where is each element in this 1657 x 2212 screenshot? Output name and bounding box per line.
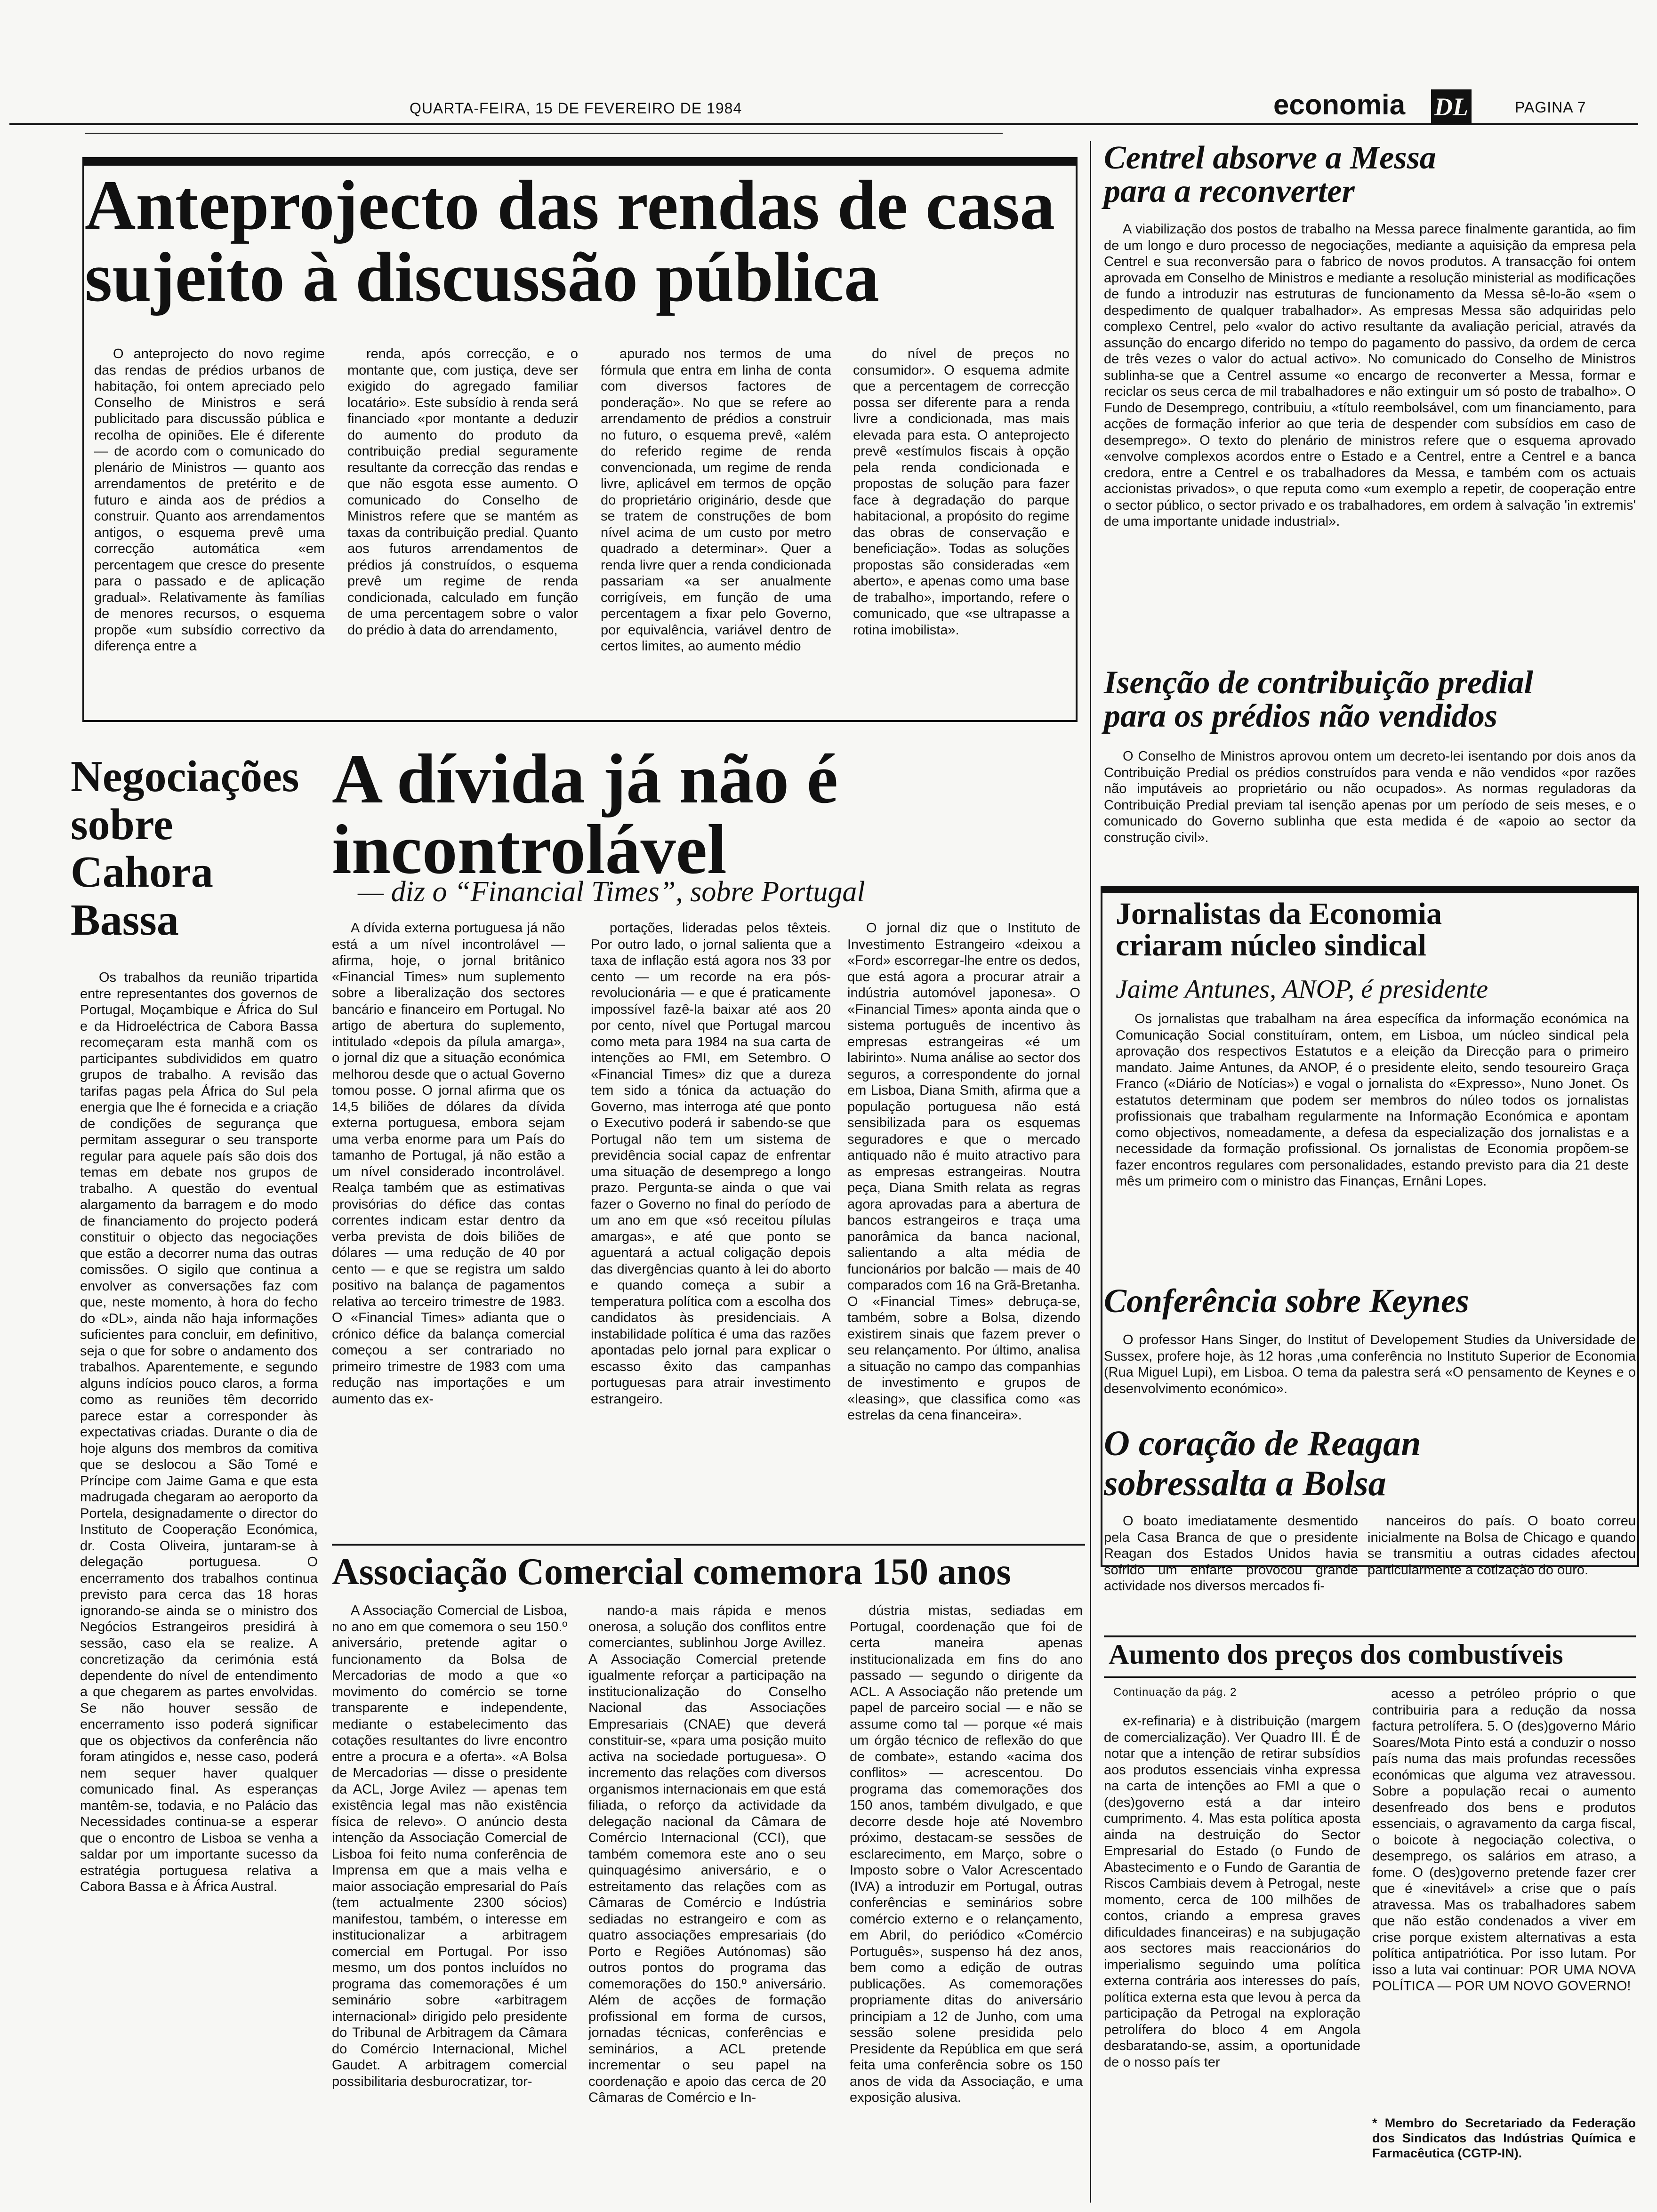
centrel-body [1104, 221, 1636, 668]
combustiveis-under-rule [1104, 1676, 1636, 1678]
combustiveis-text-2: acesso a petróleo próprio o que contribuiria para a redução da nossa factura petrolífera. 5. O (des)governo Mário Soares/Mota Pinto está a conduzir o nosso país numa das mais profundas recessões económicas que alguma vez atravessou. Sobre a população recai o aumento desenfreado dos bens e produtos essenciais, o agravamento da carga fiscal, o boicote à negociação colectiva, o desemprego, os salários em atraso, a fome. O (des)governo pretende fazer crer que é «inevitável» a crise que o país atravessa. Mas os trabalhadores sabem que não estão condenados a viver em crise porque existem alternativas a esta política antipatriótica. Por isso lutam. Por isso a luta vai continuar: POR UMA NOVA POLÍTICA — POR UM NOVO GOVERNO! [1372, 1686, 1636, 1994]
divida-column-2 [591, 920, 831, 1527]
lead-top-bar [82, 157, 1076, 166]
reagan-text-1: O boato imediatamente desmentido pela Casa Branca de que o presidente Reagan dos Estados Unidos havia sofrido um enfarte provocou grande actividade nos diversos mercados fi- [1104, 1514, 1358, 1594]
lead-text-4: do nível de preços no consumidor». O esquema admite que a percentagem de correcção possa ser diferente para a renda livre a condicionada, mas mais elevada para esta. O anteprojecto prevê «estímulos fiscais à opção pela renda condicionada e propostas de solução para fazer face à degradação do parque habitacional, a propósito do regime das obras de conservação e beneficiação». Todas as soluções propostas são consideradas «em aberto», e apenas como uma base de trabalho», importando, refere o comunicado, que «se ultrapasse a rotina imobilista». [853, 346, 1070, 638]
lead-headline-line-2: sujeito à discussão pública [85, 238, 879, 316]
lead-text-1: O anteprojecto do novo regime das rendas de prédios urbanos de habitação, foi ontem apreciado pelo Conselho de Ministros e será publicitado para discussão pública e recolha de opiniões. Ele é diferente — de acordo com o comunicado do plenário de Ministros — quanto aos arrendamentos de pretérito e de futuro e ainda aos de prédios a construir. Quanto aos arrendamentos antigos, o esquema prevê uma correcção automática «em percentagem que cresce do presente para o passado e de aplicação gradual». Relativamente às famílias de menores recursos, o esquema propõe «um subsídio correctivo da diferença entre a [94, 346, 325, 654]
jornalistas-subtitle: Jaime Antunes, ANOP, é presidente [1116, 975, 1488, 1004]
isencao-headline-line-1: Isenção de contribuição predial [1104, 665, 1533, 701]
centrel-headline [1104, 141, 1641, 208]
associacao-text-3: dústria mistas, sediadas em Portugal, coordenação que foi de certa maneira apenas institucionalizada em fins do ano passado — segundo o dirigente da ACL. A Associação não pretende um papel de parceiro social — e não se assume como tal — porque «é mais um órgão técnico de reflexão do que de combate», estando «acima dos conflitos» — acrescentou. Do programa das comemorações dos 150 anos, também divulgado, e que decorre desde hoje até Novembro próximo, destacam-se sessões de esclarecimento, em Março, sobre o Imposto sobre o Valor Acrescentado (IVA) a introduzir em Portugal, outras conferências e seminários sobre comércio externo e o relançamento, em Abril, do periódico «Comércio Português», suspenso há dez anos, bem como a edição de outras publicações. As comemorações propriamente ditas do aniversário principiam a 12 de Junho, com uma sessão solene presidida pelo Presidente da República em que será feita uma conferência sobre os 150 anos de vida da Associação, e uma exposição alusiva. [850, 1603, 1083, 2105]
reagan-headline-line-2: sobressalta a Bolsa [1104, 1464, 1386, 1504]
vertical-rule-right [1090, 141, 1091, 2203]
cabora-headline [71, 753, 334, 944]
combustiveis-column-1 [1104, 1713, 1360, 2203]
jornalistas-top-bar [1101, 886, 1639, 893]
centrel-text: A viabilização dos postos de trabalho na Messa parece finalmente garantida, ao fim de um longo e duro processo de negociações, mediante a aquisição da empresa pela Centrel e sua reconversão para o fabrico de novos produtos. A transacção foi ontem aprovada em Conselho de Ministros e mediante a resolução ministerial as modificações de fundo a introduzir nas estruturas de funcionamento da Messa sê-lo-ão «sem o despedimento de qualquer trabalhador». As empresas Messa são adquiridas pelo complexo Centrel, pelo «valor do activo resultante da avaliação pericial, através da assunção do encargo diferido no tempo do pagamento do passivo, da ordem de cerca de três vezes o valor do actual activo». No comunicado do Conselho de Ministros sublinha-se que a Centrel assume «o encargo de reconverter a Messa, formar e reciclar os seus cerca de mil trabalhadores e não extinguir um só posto de trabalho». O Fundo de Desemprego, contribuiu, a «título reembolsável, com um financiamento, para acções de formação inferior ao que teria de despender com subsídios em caso de desemprego». O texto do plenário de ministros refere que o esquema aprovado «envolve complexos acordos entre o Estado e a Centrel, entre a Centrel e a banca credora, entre a Centrel e os trabalhadores da Messa, e também com os actuais accionistas privados», o que reputa como «um exemplo a repetir, de cooperação entre o sector público, o sector privado e os trabalhadores, em ordem à salvação 'in extremis' de uma importante unidade industrial». [1104, 222, 1636, 529]
lead-box-left [82, 157, 84, 722]
lead-box-right [1076, 157, 1078, 722]
combustiveis-text-1: ex-refinaria) e à distribuição (margem de comercialização). Ver Quadro III. É de notar que a intenção de retirar subsídios aos produtos essenciais vinha expressa na carta de intenções ao FMI a que o (des)governo está a dar inteiro cumprimento. 4. Mas esta política aposta ainda na destruição do Sector Empresarial do Estado (o Fundo de Abastecimento e o Fundo de Garantia de Riscos Cambiais devem à Petrogal, neste momento, cerca de 100 milhões de contos, criando a empresa graves dificuldades financeiras) e na subjugação aos sectores mais reaccionários do imperialismo seguindo uma política externa contrária aos interesses do país, política externa esta que levou à perca da participação da Petrogal na exploração petrolífera do bloco 4 em Angola desbaratando-se, assim, a oportunidade de o nosso país ter [1104, 1714, 1360, 2070]
lead-headline-line-1: Anteprojecto das rendas de casa [85, 166, 1055, 244]
reagan-column-2 [1367, 1513, 1636, 1621]
cabora-headline-line-3: Cahora [71, 848, 213, 897]
lead-box-bottom [82, 720, 1078, 722]
divida-subtitle: — diz o “Financial Times”, sobre Portugal [358, 876, 865, 908]
associacao-column-1 [332, 1603, 567, 2200]
keynes-text: O professor Hans Singer, do Institut of Developement Studies da Universidade de Sussex, profere hoje, às 12 horas ,uma conferência no Instituto Superior de Economia (Rua Miguel Lupi), em Lisboa. O tema da palestra será «O pensamento de Keynes e o desenvolvimento económico». [1104, 1332, 1636, 1396]
combustiveis-column-2 [1372, 1686, 1636, 2109]
masthead-date: QUARTA-FEIRA, 15 DE FEVEREIRO DE 1984 [410, 100, 742, 117]
associacao-text-1: A Associação Comercial de Lisboa, no ano em que comemora o seu 150.º aniversário, pretende agitar o funcionamento da Bolsa de Mercadorias de modo a que «o movimento do comércio se torne transparente e independente, mediante o estabelecimento das cotações resultantes do livre encontro entre a procura e a oferta». «A Bolsa de Mercadorias — disse o presidente da ACL, Jorge Avilez — apenas tem existência legal mas não existência física de relevo». O anúncio desta intenção da Associação Comercial de Lisboa foi feito numa conferência de Imprensa em que a mais velha e maior associação empresarial do País (tem actualmente 2300 sócios) manifestou, também, o interesse em institucionalizar a arbitragem comercial em Portugal. Por isso mesmo, um dos pontos incluídos no programa das comemorações é um seminário sobre «arbitragem internacional» dirigido pelo presidente do Tribunal de Arbitragem da Câmara do Comércio Internacional, Michel Gaudet. A arbitragem comercial possibilitaria desburocratizar, tor- [332, 1603, 567, 2089]
divida-text-1: A dívida externa portuguesa já não está a um nível incontrolável — afirma, hoje, o jornal britânico «Financial Times» num suplemento sobre a liberalização dos sectores bancário e financeiro em Portugal. No artigo de abertura do suplemento, intitulado «depois da pílula amarga», o jornal diz que a situação económica melhorou desde que o actual Governo tomou posse. O jornal afirma que os 14,5 biliões de dólares da dívida externa portuguesa, embora sejam uma verba enorme para um País do tamanho de Portugal, já não estão a um nível considerado incontrolável. Realça também que as estimativas provisórias do défice das contas correntes indicam estar dentro da verba prevista de dois biliões de dólares — uma redução de 40 por cento — e que se registra um saldo positivo na balança de pagamentos relativa ao terceiro trimestre de 1983. O «Financial Times» adianta que o crónico défice da balança comercial começou a ser contrariado no primeiro trimestre de 1983 com uma redução nas importações e um aumento das ex- [332, 921, 565, 1407]
reagan-headline [1104, 1424, 1641, 1504]
page-number: PAGINA 7 [1515, 99, 1586, 116]
isencao-text: O Conselho de Ministros aprovou ontem um decreto-lei isentando por dois anos da Contribuição Predial os prédios construídos para venda e não vendidos «por razões não imputáveis ao proprietário ou não ocupados». As normas reguladoras da Contribuição Predial previam tal isenção apenas por um período de seis meses, e o comunicado do Governo sublinha que esta medida é de «apoio ao sector da construção civil». [1104, 749, 1636, 845]
divida-headline-line-1: A dívida já não é [332, 740, 838, 818]
cabora-body [80, 970, 318, 2203]
keynes-body [1104, 1332, 1636, 1421]
masthead-rule [9, 123, 1638, 125]
associacao-top-rule [332, 1544, 1085, 1546]
jornalistas-text: Os jornalistas que trabalham na área específica da informação económica na Comunicação Social constituíram, ontem, em Lisboa, um núcleo sindical pela aprovação dos respectivos Estatutos e a eleição da Direcção para o primeiro mandato. Jaime Antunes, da ANOP, é o presidente eleito, sendo tesoureiro Graça Franco («Diário de Notícias») e vogal o jornalista do «Expresso», Nuno Jonet. Os estatutos determinam que podem ser membros do núleo todos os jornalistas profissionais que trabalham regularmente na Informação Económica e apontam como objectivos, nomeadamente, a defesa da especialização dos jornalistas e a necessidade da formação profissional. Os jornalistas de Economia propõem-se fazer encontros regulares com personalidades, estando previsto para dia 21 deste mês um primeiro com o ministro das Finanças, Ernâni Lopes. [1116, 1011, 1629, 1189]
isencao-headline [1104, 666, 1641, 733]
cabora-headline-line-1: Negociações [71, 752, 299, 801]
divida-headline [332, 740, 1094, 889]
associacao-text-2: nando-a mais rápida e menos onerosa, a solução dos conflitos entre comerciantes, sublinhou Jorge Avillez. A Associação Comercial pretende igualmente reforçar a participação na institucionalização do Conselho Nacional das Associações Empresariais (CNAE) que deverá constituir-se, «para uma posição muito activa na sociedade portuguesa». O incremento das relações com diversos organismos internacionais em que está filiada, o reforço da actividade da delegação nacional da Câmara de Comércio Internacional (CCI), que também comemora este ano o seu quinquagésimo aniversário, e o estreitamento das relações com as Câmaras de Comércio e Indústria sediadas no estrangeiro e com as quatro associações empresariais (do Porto e Regiões Autónomas) são outros pontos do programa das comemorações do 150.º aniversário. Além de acções de formação profissional em forma de cursos, jornadas técnicas, conferências e seminários, a ACL pretende incrementar o seu papel na coordenação e apoio das cerca de 20 Câmaras de Comércio e In- [588, 1603, 826, 2105]
newspaper-logo: DL [1431, 89, 1472, 125]
masthead-rule-thin [85, 133, 1003, 134]
reagan-text-2: nanceiros do país. O boato correu inicialmente na Bolsa de Chicago e quando se transmitiu a outras cidades afectou particularmente a cotização do ouro. [1367, 1514, 1636, 1578]
cabora-headline-line-4: Bassa [71, 895, 179, 945]
associacao-column-3 [850, 1603, 1083, 2200]
reagan-headline-line-1: O coração de Reagan [1104, 1424, 1421, 1463]
associacao-column-2 [588, 1603, 826, 2200]
keynes-headline: Conferência sobre Keynes [1104, 1282, 1469, 1320]
jornalistas-headline-line-2: criaram núcleo sindical [1116, 928, 1426, 963]
combustiveis-footnote-text: * Membro do Secretariado da Federação dos Sindicatos das Indústrias Química e Farmacêutica (CGTP-IN). [1372, 2116, 1636, 2160]
isencao-body [1104, 748, 1636, 866]
lead-text-3: apurado nos termos de uma fórmula que entra em linha de conta com diversos factores de ponderação». No que se refere ao arrendamento de prédios a construir no futuro, o esquema prevê, «além do referido regime de renda convencionada, um regime de renda livre, aplicável em termos de opção do proprietário originário, desde que se tratem de construções de bom nível acima de um custo por metro quadrado a determinar». Quer a renda livre quer a renda condicionada passariam «a ser anualmente corrigíveis, em função de uma percentagem a fixar pelo Governo, por equivalência, variável dentro de certos limites, ao aumento médio [601, 346, 831, 654]
divida-column-3 [847, 920, 1080, 1527]
lead-column-4 [853, 346, 1070, 718]
lead-column-3 [601, 346, 831, 718]
divida-column-1 [332, 920, 565, 1527]
cabora-text: Os trabalhos da reunião tripartida entre representantes dos governos de Portugal, Moçambique e África do Sul e da Hidroeléctrica de Cabora Bassa recomeçaram esta manhã com os participantes subdivididos em quatro grupos de trabalho. A revisão das tarifas pagas pela África do Sul pela energia que lhe é fornecida e a criação de condições de segurança que permitam assegurar o seu transporte regular para aquele país são dois dos temas em debate nos grupos de trabalho. A questão do eventual alargamento da barragem e do modo de financiamento do projecto poderá constituir o objecto das negociações que estão a decorrer numa das outras comissões. O sigilo que continua a envolver as conversações faz com que, neste momento, à hora do fecho do «DL», ainda não haja informações suficientes para concluir, em definitivo, seja o que for sobre o andamento dos trabalhos. Aparentemente, e segundo alguns indícios pouco claros, a forma como as reuniões têm decorrido parece estar a corresponder às expectativas criadas. Durante o dia de hoje alguns dos membros da comitiva que se deslocou a São Tomé e Príncipe com Jaime Gama e que esta madrugada chegaram ao aeroporto da Portela, designadamente o director do Instituto de Cooperação Económica, dr. Costa Oliveira, juntaram-se à delegação portuguesa. O encerramento dos trabalhos continua previsto para cerca das 18 horas ignorando-se ainda se o ministro dos Negócios Estrangeiros presidirá à sessão, caso ela se realize. A concretização da cerimónia está dependente do nível de entendimento a que chegarem as partes envolvidas. Se não houver sessão de encerramento isso poderá significar que os objectivos da conferência não foram atingidos e, nesse caso, poderá nem sequer haver qualquer comunicado final. As esperanças mantêm-se, todavia, e no Palácio das Necessidades continua-se a esperar que o encontro de Lisboa se venha a saldar por um importante sucesso da estratégia portuguesa relativa a Cabora Bassa e à África Austral. [80, 970, 318, 1894]
cabora-headline-line-2: sobre [71, 800, 173, 849]
combustiveis-top-rule [1104, 1635, 1636, 1637]
reagan-column-1 [1104, 1513, 1358, 1621]
lead-column-2 [347, 346, 578, 718]
centrel-headline-line-1: Centrel absorve a Messa [1104, 140, 1436, 176]
combustiveis-headline: Aumento dos preços dos combustíveis [1109, 1639, 1563, 1670]
lead-headline [85, 166, 1078, 316]
section-name: economia [1273, 89, 1406, 120]
combustiveis-continuation: Continuação da pág. 2 [1113, 1686, 1237, 1699]
associacao-headline: Associação Comercial comemora 150 anos [332, 1551, 1011, 1593]
divida-headline-line-2: incontrolável [332, 810, 727, 889]
lead-text-2: renda, após correcção, e o montante que, com justiça, deve ser exigido do agregado familiar locatário». Este subsídio à renda será financiado «por montante a deduzir do aumento do produto da contribuição predial seguramente resultante da correcção das rendas e que não esgota esse aumento. O comunicado do Conselho de Ministros refere que se mantém as taxas da contribuição predial. Quanto aos futuros arrendamentos de prédios já construídos, o esquema prevê um regime de renda condicionada, calculado em função de uma percentagem sobre o valor do prédio à data do arrendamento, [347, 346, 578, 638]
jornalistas-headline [1116, 898, 1633, 962]
combustiveis-footnote [1372, 2116, 1636, 2196]
jornalistas-headline-line-1: Jornalistas da Economia [1116, 897, 1442, 931]
isencao-headline-line-2: para os prédios não vendidos [1104, 698, 1498, 735]
divida-text-2: portações, lideradas pelos têxteis. Por outro lado, o jornal salienta que a taxa de inflação está agora nos 33 por cento — um recorde na era pós-revolucionária — e que é praticamente impossível fazê-la baixar até aos 20 por cento, nível que Portugal marcou como meta para 1984 na sua carta de intenções ao FMI, em Setembro. O «Financial Times» diz que a dureza tem sido a tónica da actuação do Governo, mas interroga até que ponto o Executivo poderá ir sabendo-se que Portugal não tem um sistema de previdência social capaz de enfrentar uma situação de desemprego a longo prazo. Pergunta-se ainda o que vai fazer o Governo no final do período de um ano em que «só receitou pílulas amargas», e até que ponto se aguentará a actual coligação depois das divergências quanto à lei do aborto e quando começa a subir a temperatura política com a escolha dos candidatos às presidenciais. A instabilidade política é uma das razões apontadas pelo jornal para explicar o escasso êxito das campanhas portuguesas para atrair investimento estrangeiro. [591, 921, 831, 1407]
lead-column-1 [94, 346, 325, 718]
divida-text-3: O jornal diz que o Instituto de Investimento Estrangeiro «deixou a «Ford» escorregar-lhe entre os dedos, que está agora a procurar atrair a indústria automóvel japonesa». O «Financial Times» aponta ainda que o sistema português de incentivo às empresas estrangeiras «é um labirinto». Numa análise ao sector dos seguros, a correspondente do jornal em Lisboa, Diana Smith, afirma que a população portuguesa não está sensibilizada para os esquemas seguradores e que o mercado antiquado não é muito atractivo para as empresas estrangeiras. Noutra peça, Diana Smith relata as regras agora aprovadas para a abertura de bancos estrangeiros e traça uma panorâmica da banca nacional, salientando a alta média de funcionários por balcão — mais de 40 comparados com 16 na Grã-Bretanha. O «Financial Times» debruça-se, também, sobre a Bolsa, dizendo existirem sinais que fazem prever o seu relançamento. Por último, analisa a situação no campo das companhias de investimento e grupos de «leasing», que classifica como «as estrelas da cena financeira». [847, 921, 1080, 1423]
centrel-headline-line-2: para a reconverter [1104, 173, 1355, 210]
